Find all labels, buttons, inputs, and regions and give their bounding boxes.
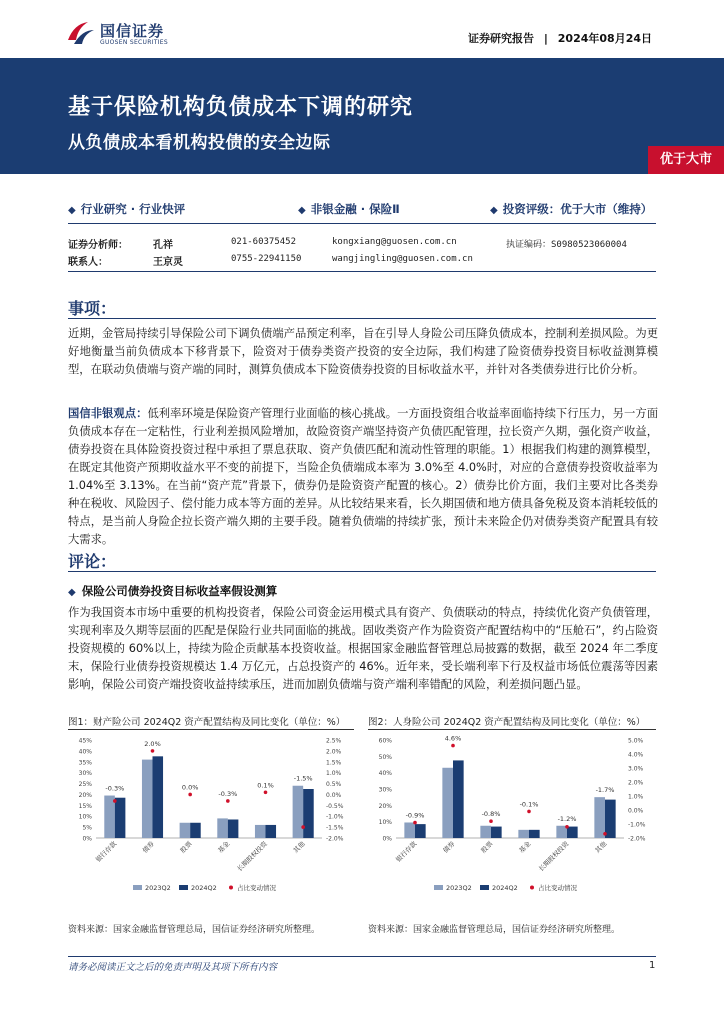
viewpoint-text: 低利率环境是保险资产管理行业面临的核心挑战。一方面投资组合收益率面临持续下行压力，另一方面负债成本存在一定粘性，行业利差损风险增加，故险资资产端坚持资产负债匹配管理，拉长资产久期，强化资产收益，债券投资在具体险资投资过程中承担了票息获取、资产负债匹配和流动性管理的职能。1）根据我们构建的测算模型，在既定其他资产预期收益水平不变的前提下，当险企负债端成本率为 3.0%至 4.0%时，对应的合意债券投资收益率为 1.04%至 3.13%。在当前“资产荒”背景下，债券仍是险资资产配置的核心。2）债券比价方面，我们主要对比各类券种在税收、风险因子、偿付能力成本等方面的差异。从比较结果来看，长久期国债和地方债具备免税及资本消耗较低的特点，是当前人身险企拉长资产端久期的主要手段。随着负债端的持续扩张，预计未来险企仍对债券类资产配置具有较大需求。 <box>68 407 658 546</box>
footer-disclaimer[interactable]: 请务必阅读正文之后的免责声明及其项下所有内容 <box>68 962 278 973</box>
diamond-icon: ◆ <box>68 587 76 598</box>
subheading-text: 保险公司债券投资目标收益率假设测算 <box>81 584 278 598</box>
data-label: -0.1% <box>519 800 539 809</box>
bar-2024q2 <box>115 798 126 838</box>
section-heading-shixiang: 事项： <box>68 299 117 318</box>
y2-tick-label: -0.5% <box>326 802 344 810</box>
figure2-title: 图2：人身险公司 2024Q2 资产配置结构及同比变化（单位：%） <box>368 717 646 728</box>
bar-2023q2 <box>518 830 529 838</box>
section-heading-pinglun: 评论： <box>68 552 117 571</box>
title-banner <box>0 58 724 174</box>
x-tick-label: 其他 <box>593 839 609 855</box>
data-label: -1.2% <box>557 814 577 823</box>
x-tick-label: 股票 <box>178 839 194 855</box>
legend-swatch-2023q2 <box>133 885 142 890</box>
data-label: -1.5% <box>293 774 313 783</box>
y2-tick-label: 2.0% <box>628 779 644 787</box>
tag-sector <box>298 201 400 217</box>
legend-label: 占比变动情况 <box>237 884 276 892</box>
data-label: -0.3% <box>105 784 125 793</box>
legend-dot <box>530 886 534 890</box>
divider <box>68 223 656 224</box>
x-tick-label: 债券 <box>141 839 156 855</box>
figure1-source: 资料来源：国家金融监督管理总局，国信证券经济研究所整理。 <box>68 925 321 935</box>
section-rule <box>68 571 656 572</box>
x-tick-label: 其他 <box>291 839 307 855</box>
viewpoint-paragraph <box>68 405 658 549</box>
change-dot <box>151 749 155 753</box>
data-label: 0.0% <box>181 783 199 792</box>
x-tick-label: 银行存款 <box>94 839 119 864</box>
bar-2024q2 <box>266 825 277 838</box>
bar-2023q2 <box>180 823 191 838</box>
y2-tick-label: 2.0% <box>326 748 342 756</box>
tag-rating <box>490 201 652 217</box>
bar-2023q2 <box>217 818 228 838</box>
y-tick-label: 30% <box>378 786 392 794</box>
tag-industry-label: 行业研究 · 行业快评 <box>80 202 186 216</box>
y-tick-label: 10% <box>378 819 392 827</box>
bar-2024q2 <box>415 824 426 838</box>
legend-label: 2024Q2 <box>191 884 217 892</box>
x-tick-label: 债券 <box>441 839 457 855</box>
bar-2023q2 <box>104 796 115 838</box>
analyst-role: 证券分析师： <box>68 240 128 251</box>
viewpoint-label: 国信非银观点： <box>68 407 148 420</box>
bar-2023q2 <box>594 797 605 838</box>
data-label: 0.1% <box>257 781 274 790</box>
change-dot <box>413 821 417 825</box>
legend-label: 占比变动情况 <box>538 884 577 892</box>
tag-sector-label: 非银金融 · 保险Ⅱ <box>310 202 400 216</box>
contact-name: 王京灵 <box>153 257 183 268</box>
figure1-title: 图1：财产险公司 2024Q2 资产配置结构及同比变化（单位：%） <box>68 717 346 728</box>
x-tick-label: 长期股权投资 <box>537 839 571 873</box>
y2-tick-label: 4.0% <box>628 751 644 759</box>
figure2-source: 资料来源：国家金融监督管理总局，国信证券经济研究所整理。 <box>368 925 621 935</box>
y-tick-label: 35% <box>78 759 92 767</box>
report-meta <box>468 30 652 46</box>
change-dot <box>264 790 268 794</box>
y2-tick-label: 0.0% <box>628 807 644 815</box>
footer-rule <box>68 956 656 957</box>
legend-swatch-2023q2 <box>434 885 443 890</box>
legend-swatch-2024q2 <box>480 885 489 890</box>
data-label: -0.3% <box>218 789 238 798</box>
meta-separator: | <box>543 32 548 45</box>
change-dot <box>226 799 230 803</box>
figure1-chart <box>68 732 354 902</box>
tag-industry <box>68 201 185 217</box>
diamond-icon: ◆ <box>490 205 498 216</box>
bar-2024q2 <box>491 827 502 838</box>
report-date: 2024年08月24日 <box>557 32 652 45</box>
y-tick-label: 0% <box>382 835 392 843</box>
y2-tick-label: 3.0% <box>628 765 644 773</box>
y-tick-label: 5% <box>82 824 92 832</box>
bar-2024q2 <box>567 827 578 838</box>
bar-2024q2 <box>153 756 164 838</box>
analyst-name: 孔祥 <box>153 240 173 251</box>
y2-tick-label: 1.5% <box>326 759 342 767</box>
y2-tick-label: 5.0% <box>628 737 644 745</box>
contact-email[interactable]: wangjingling@guosen.com.cn <box>332 254 473 264</box>
x-tick-label: 银行存款 <box>394 839 419 864</box>
legend-label: 2024Q2 <box>492 884 518 892</box>
change-dot <box>489 819 493 823</box>
bar-2024q2 <box>453 760 464 838</box>
bar-2024q2 <box>605 800 616 838</box>
y2-tick-label: 0.0% <box>326 791 342 799</box>
y-tick-label: 30% <box>78 770 92 778</box>
change-dot <box>451 744 455 748</box>
logo-mark-icon <box>66 20 96 48</box>
y-tick-label: 20% <box>378 802 392 810</box>
contact-phone: 0755-22941150 <box>231 254 302 264</box>
y-tick-label: 15% <box>78 802 92 810</box>
guosen-logo <box>66 18 196 52</box>
x-tick-label: 基金 <box>216 839 232 855</box>
bar-2024q2 <box>303 789 314 838</box>
logo-text-en: GUOSEN SECURITIES <box>100 39 169 46</box>
section-rule <box>68 318 656 319</box>
legend-label: 2023Q2 <box>446 884 472 892</box>
diamond-icon: ◆ <box>68 205 76 216</box>
y2-tick-label: -2.0% <box>628 835 646 843</box>
page-number: 1 <box>649 960 656 971</box>
bar-2024q2 <box>190 823 201 838</box>
y2-tick-label: 1.0% <box>628 793 644 801</box>
y2-tick-label: -1.0% <box>326 813 344 821</box>
contact-role: 联系人： <box>68 257 108 268</box>
y-tick-label: 40% <box>378 770 392 778</box>
y-tick-label: 25% <box>78 781 92 789</box>
x-tick-label: 股票 <box>479 839 495 855</box>
report-subtitle: 从负债成本看机构投债的安全边际 <box>68 133 331 153</box>
bar-2023q2 <box>442 768 453 838</box>
x-tick-label: 基金 <box>517 839 533 855</box>
data-label: -1.7% <box>595 786 615 795</box>
bar-2023q2 <box>404 822 415 838</box>
change-dot <box>603 832 607 836</box>
data-label: 2.0% <box>144 739 161 748</box>
figure1-rule <box>68 729 354 730</box>
y2-tick-label: -1.5% <box>326 824 344 832</box>
change-dot <box>113 799 117 803</box>
y-tick-label: 10% <box>78 813 92 821</box>
shixiang-paragraph: 近期，金管局持续引导保险公司下调负债端产品预定利率，旨在引导人身险公司压降负债成本，控制利差损风险。为更好地衡量当前负债成本下移背景下，险资对于债券类资产投资的安全边际，我们构建了险资债券投资目标收益测算模型，在联动负债端与资产端的同时，测算负债成本下险资债券投资的目标收益水平，并针对各类债券进行比价分析。 <box>68 327 658 376</box>
data-label: -0.9% <box>405 811 425 820</box>
bar-2024q2 <box>228 819 239 838</box>
bar-2024q2 <box>529 830 540 838</box>
y-tick-label: 60% <box>378 737 392 745</box>
y2-tick-label: -1.0% <box>628 821 646 829</box>
y-tick-label: 50% <box>378 753 392 761</box>
y2-tick-label: 1.0% <box>326 770 342 778</box>
legend-swatch-2024q2 <box>179 885 188 890</box>
bar-2023q2 <box>255 825 266 838</box>
bar-2023q2 <box>293 786 304 838</box>
change-dot <box>527 810 531 814</box>
change-dot <box>188 793 192 797</box>
y-tick-label: 0% <box>82 835 92 843</box>
bar-2023q2 <box>480 826 491 838</box>
diamond-icon: ◆ <box>298 205 306 216</box>
divider <box>68 271 656 272</box>
report-type: 证券研究报告 <box>468 32 535 45</box>
y2-tick-label: 2.5% <box>326 737 342 745</box>
page-header <box>0 0 724 58</box>
figure2-chart <box>368 732 656 902</box>
rating-badge: 优于大市 <box>648 146 724 174</box>
x-tick-label: 长期股权投资 <box>235 839 269 873</box>
legend-dot <box>229 886 233 890</box>
report-title: 基于保险机构负债成本下调的研究 <box>68 95 414 120</box>
analyst-email[interactable]: kongxiang@guosen.com.cn <box>332 237 457 247</box>
tag-rating-label: 投资评级：优于大市（维持） <box>502 202 653 216</box>
data-label: 4.6% <box>444 734 462 743</box>
data-label: -0.8% <box>481 810 501 819</box>
pinglun-paragraph: 作为我国资本市场中重要的机构投资者，保险公司资金运用模式具有资产、负债联动的特点，持续优化资产负债管理，实现利率及久期等层面的匹配是保险行业共同面临的挑战。固收类资产作为险资资产配置结构中的“压舱石”，约占险资投资规模的 60%以上，持续为险企贡献基本投资收益。根据国家金融监督管理总局披露的数据，截至 2024 年二季度末，保险行业债券投资规模达 1.4 万亿元，占总投资产的 46%。近年来，受长端利率下行及权益市场低位震荡等因素影响，保险公司资产端投资收益持续承压，进而加剧负债端与资产端利率错配的风险，利差损问题凸显。 <box>68 606 658 691</box>
legend-label: 2023Q2 <box>145 884 171 892</box>
y-tick-label: 40% <box>78 748 92 756</box>
y-tick-label: 45% <box>78 737 92 745</box>
y2-tick-label: 0.5% <box>326 781 342 789</box>
logo-text-cn: 国信证券 <box>100 22 165 40</box>
figure2-rule <box>368 729 656 730</box>
bar-2023q2 <box>142 760 153 838</box>
analyst-cert: 执证编码：S0980523060004 <box>506 240 627 250</box>
change-dot <box>565 825 569 829</box>
y2-tick-label: -2.0% <box>326 835 344 843</box>
subheading <box>68 583 277 599</box>
y-tick-label: 20% <box>78 791 92 799</box>
change-dot <box>301 825 305 829</box>
analyst-phone: 021-60375452 <box>231 237 297 247</box>
